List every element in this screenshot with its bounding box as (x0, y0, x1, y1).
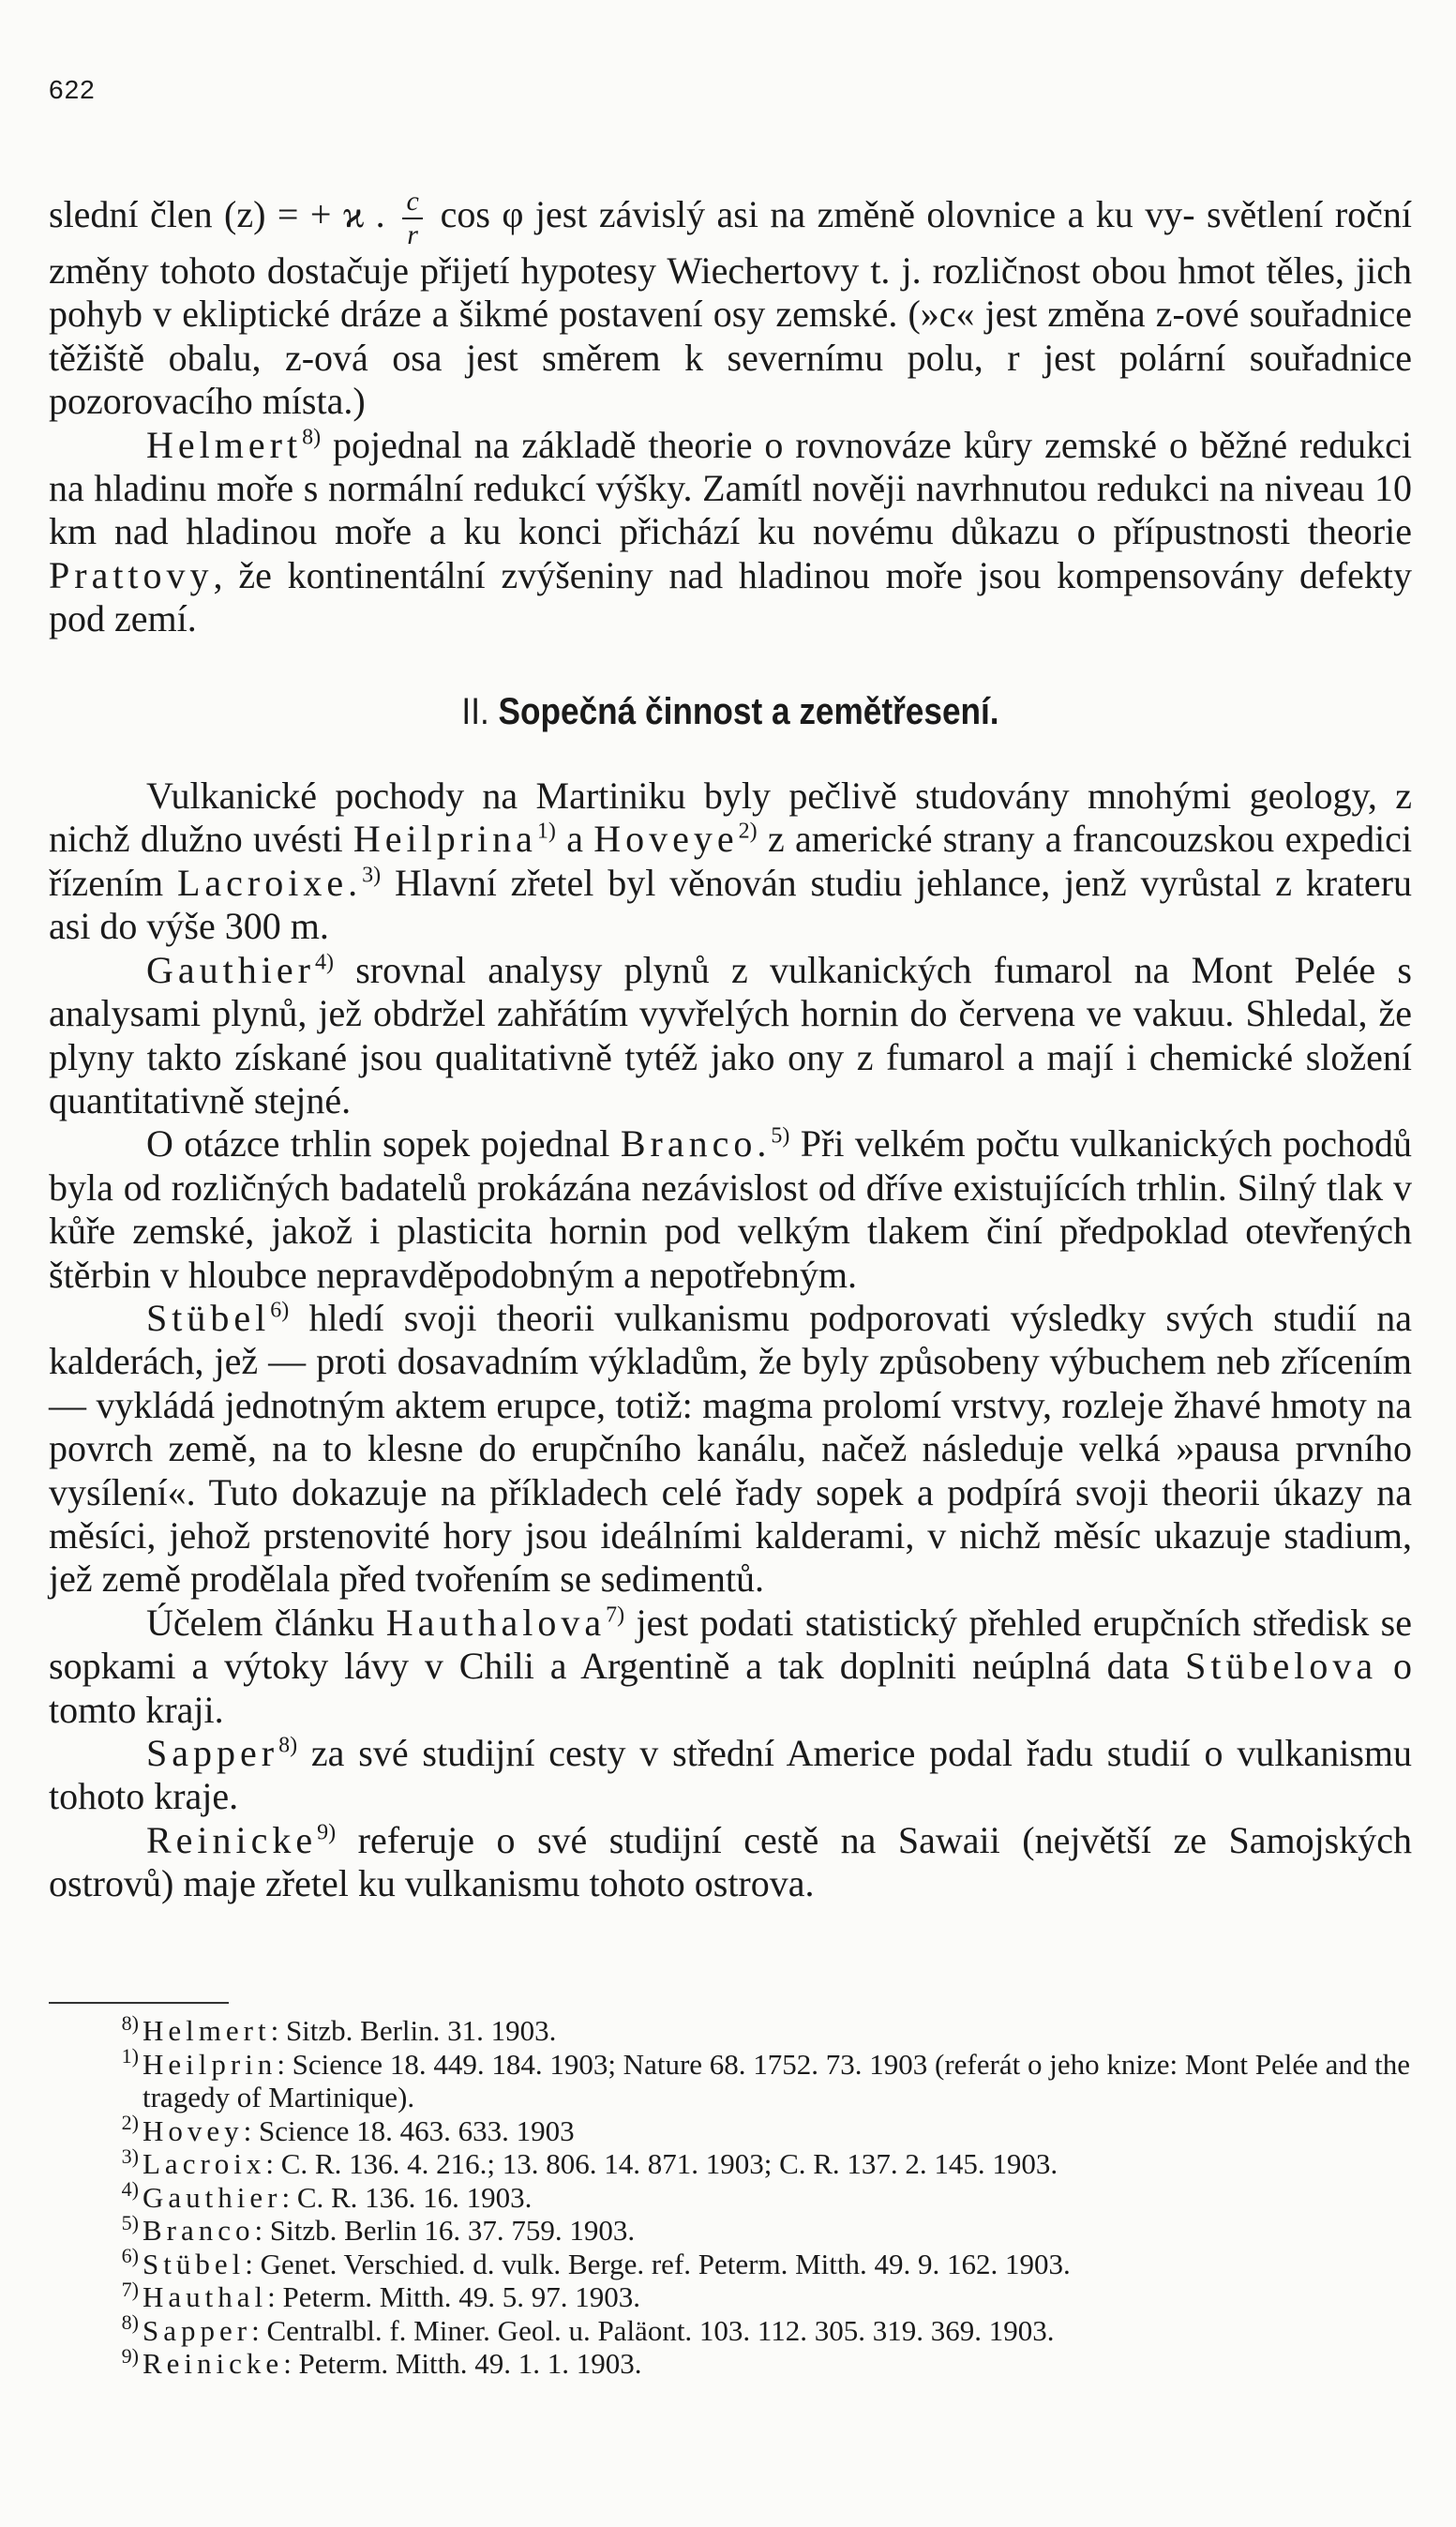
footnote-author: Heilprin (143, 2047, 278, 2081)
page-number: 622 (49, 75, 96, 104)
footnote-ref: 8) (302, 425, 322, 450)
footnote-text: : Science 18. 463. 633. 1903 (243, 2113, 575, 2147)
paragraph-text: jest podati statistický přehled erupčních středisk se sopkami a výtoky lávy v Chili a Argentině a tak doplniti neúplná data (49, 1601, 1413, 1688)
footnote-author: Hauthal (143, 2280, 268, 2313)
author-name: Reinicke (146, 1818, 318, 1861)
footnote-ref: 6) (270, 1298, 290, 1323)
formula-suffix: cos φ jest závislý asi na změně olovnice a ku vy- (440, 193, 1195, 236)
footnote-ref: 9) (317, 1820, 337, 1845)
footnote: 5) Branco: Sitzb. Berlin 16. 37. 759. 1903. (121, 2210, 636, 2247)
footnote-ref: 1) (536, 820, 556, 845)
footnote: 2) Hovey: Science 18. 463. 633. 1903 (121, 2111, 575, 2147)
author-name: Sapper (146, 1732, 279, 1774)
footnote-text: : C. R. 136. 4. 216.; 13. 806. 14. 871. 1903; C. R. 137. 2. 145. 1903. (265, 2147, 1058, 2180)
paragraph-text: Vulkanické pochody na Martiniku byly pečlivě studovány mnohými geology, z nichž dlužno uvésti (49, 775, 1412, 861)
section-number: II. (461, 690, 489, 732)
paragraph-text: a (566, 818, 583, 861)
paragraph-text: Hlavní zřetel byl věnován studiu jehlance, jenž vyrůstal z krateru asi do výše 300 m. (49, 861, 1413, 948)
paragraph-branco (49, 1122, 1412, 1297)
footnote-text: : Peterm. Mitth. 49. 1. 1. 1903. (283, 2347, 642, 2380)
footnote: 7) Hauthal: Peterm. Mitth. 49. 5. 97. 1903. (121, 2277, 640, 2313)
footnote-ref: 2) (738, 820, 758, 845)
intro-text: světlení roční změny tohoto dostačuje přijetí hypotesy Wiechertovy t. j. rozličnost obou hmot těles, jich pohyb v ekliptické dráze a šikmé postavení osy zemské. (»c« jest změna z-ové souřadnice těžiště obalu, z-ová osa jest směrem k severnímu polu, r jest polární souřadnice pozorovacího místa.) (49, 193, 1413, 423)
section-title: Sopečná činnost a zemětřesení. (498, 690, 999, 732)
footnote-text: : Sitzb. Berlin 16. 37. 759. 1903. (254, 2214, 636, 2247)
paragraph-text: Účelem článku (146, 1601, 375, 1644)
paragraph-helmert (49, 424, 1412, 641)
author-name: Hoveye (593, 818, 739, 861)
paragraph-text: O otázce trhlin sopek pojednal (146, 1122, 610, 1166)
author-name: Lacroixe. (176, 861, 363, 904)
footnote-text: : Science 18. 449. 184. 1903; Nature 68. 1752. 73. 1903 (referát o jeho knize: Mont Pelée and the tragedy of Martinique). (143, 2047, 1411, 2113)
footnote: 8) Helmert: Sitzb. Berlin. 31. 1903. (121, 2010, 557, 2047)
author-name: Prattovy (49, 553, 214, 596)
paragraph-reinicke (49, 1819, 1412, 1906)
author-name: Stübel (146, 1296, 271, 1339)
paragraph-martinique (49, 775, 1412, 949)
footnote: 6) Stübel: Genet. Verschied. d. vulk. Berge. ref. Peterm. Mitth. 49. 9. 162. 1903. (121, 2244, 1071, 2280)
footnote-author: Stübel (143, 2247, 246, 2280)
footnote-author: Lacroix (143, 2147, 266, 2180)
footnote-ref: 5) (771, 1123, 790, 1149)
paragraph-gauthier (49, 949, 1412, 1123)
paragraph-sapper (49, 1732, 1412, 1819)
paragraph-text: pojednal na základě theorie o rovnováze kůry zemské o běžné redukci na hladinu moře s normální redukcí výšky. Zamítl nověji navrhnutou redukci na niveau 10 km nad hladinou moře a ku konci přichází ku novému důkazu o přípustnosti theorie (49, 423, 1413, 553)
paragraph-text: hledí svoji theorii vulkanismu podporovati výsledky svých studií na kalderách, jež — proti dosavadním výkladům, že byly způsobeny výbuchem neb zřícením — vykládá jednotným aktem erupce, totiž: magma prolomí vrstvy, rozleje žhavé hmoty na povrch země, na to klesne do erupčního kanálu, načež následuje velká »pausa prvního vysílení«. Tuto dokazuje na příkladech celé řady sopek a podpírá svoji theorii úkazy na měsíci, jehož prstenovité hory jsou ideálními kalderami, v nichž měsíc ukazuje stadium, jež země prodělala před tvořením se sedimentů. (49, 1296, 1413, 1601)
paragraph-text: o tomto kraji. (49, 1645, 1413, 1731)
intro-formula-line (49, 188, 1412, 424)
footnote-text: : Peterm. Mitth. 49. 5. 97. 1903. (267, 2280, 640, 2313)
footnote-author: Gauthier (143, 2180, 282, 2214)
article-body (49, 188, 1412, 1906)
footnote-ref: 3) (362, 863, 382, 888)
paragraph-text: referuje o své studijní cestě na Sawaii (největší ze Samojských ostrovů) maje zřetel ku vulkanismu tohoto ostrova. (49, 1818, 1413, 1905)
footnote: 1) Heilprin: Science 18. 449. 184. 1903; Nature 68. 1752. 73. 1903 (referát o jeho knize: Mont Pelée and the tragedy of Martinique). (121, 2044, 1411, 2113)
fraction (402, 188, 423, 249)
fraction-denominator: r (407, 219, 418, 250)
author-name: Helmert (146, 423, 303, 466)
fraction-numerator: c (406, 186, 419, 217)
paragraph-text: z americké strany a francouzskou expedici řízením (49, 818, 1413, 904)
author-name: Gauthier (146, 948, 315, 991)
footnote-author: Helmert (143, 2014, 271, 2047)
footnote-ref: 4) (314, 950, 334, 975)
footnote: 4) Gauthier: C. R. 136. 16. 1903. (121, 2177, 533, 2214)
author-name: Heilprina (353, 818, 537, 861)
footnote-author: Sapper (143, 2313, 252, 2347)
paragraph-hauthal (49, 1602, 1412, 1732)
paragraph-text: Při velkém počtu vulkanických pochodů byla od rozličných badatelů prokázána nezávislost od dříve existujících trhlin. Silný tlak v kůře zemské, jakož i plasticita hornin pod velkým tlakem činí předpoklad otevřených štěrbin v hloubce nepravděpodobným a nepotřebným. (49, 1122, 1412, 1296)
footnote: 3) Lacroix: C. R. 136. 4. 216.; 13. 806. 14. 871. 1903; C. R. 137. 2. 145. 1903. (121, 2143, 1058, 2180)
formula-prefix: slední člen (z) = + ϰ . (49, 193, 385, 236)
footnote-author: Reinicke (143, 2347, 284, 2380)
author-name: Branco. (620, 1122, 772, 1166)
footnote-ref: 8) (278, 1733, 298, 1758)
footnote-text: : Sitzb. Berlin. 31. 1903. (270, 2014, 557, 2047)
footnote-author: Hovey (143, 2113, 244, 2147)
footnote-divider (49, 2002, 229, 2004)
footnote-text: : C. R. 136. 16. 1903. (281, 2180, 533, 2214)
section-heading (130, 690, 1330, 733)
footnote-text: : Centralbl. f. Miner. Geol. u. Paläont. 103. 112. 305. 319. 369. 1903. (251, 2313, 1055, 2347)
footnotes (49, 2010, 1412, 2381)
footnote: 8) Sapper: Centralbl. f. Miner. Geol. u. Paläont. 103. 112. 305. 319. 369. 1903. (121, 2310, 1055, 2347)
footnote: 9) Reinicke: Peterm. Mitth. 49. 1. 1. 1903. (121, 2343, 642, 2380)
footnote-ref: 7) (606, 1602, 625, 1628)
paragraph-text: , že kontinentální zvýšeniny nad hladinou moře jsou kompensovány defekty pod zemí. (49, 553, 1412, 640)
paragraph-text: za své studijní cesty v střední Americe podal řadu studií o vulkanismu tohoto kraje. (49, 1732, 1413, 1818)
paragraph-text: srovnal analysy plynů z vulkanických fumarol na Mont Pelée s analysami plynů, jež obdržel zahřátím vyvřelých hornin do červena ve vakuu. Shledal, že plyny takto získané jsou qualitativně tytéž jako ony z fumarol a mají i chemické složení quantitativně stejné. (49, 948, 1412, 1121)
footnote-text: : Genet. Verschied. d. vulk. Berge. ref. Peterm. Mitth. 49. 9. 162. 1903. (245, 2247, 1071, 2280)
author-name: Hauthalova (385, 1601, 607, 1644)
footnote-author: Branco (143, 2214, 255, 2247)
paragraph-stubel (49, 1297, 1412, 1602)
author-name: Stübelova (1185, 1645, 1378, 1688)
